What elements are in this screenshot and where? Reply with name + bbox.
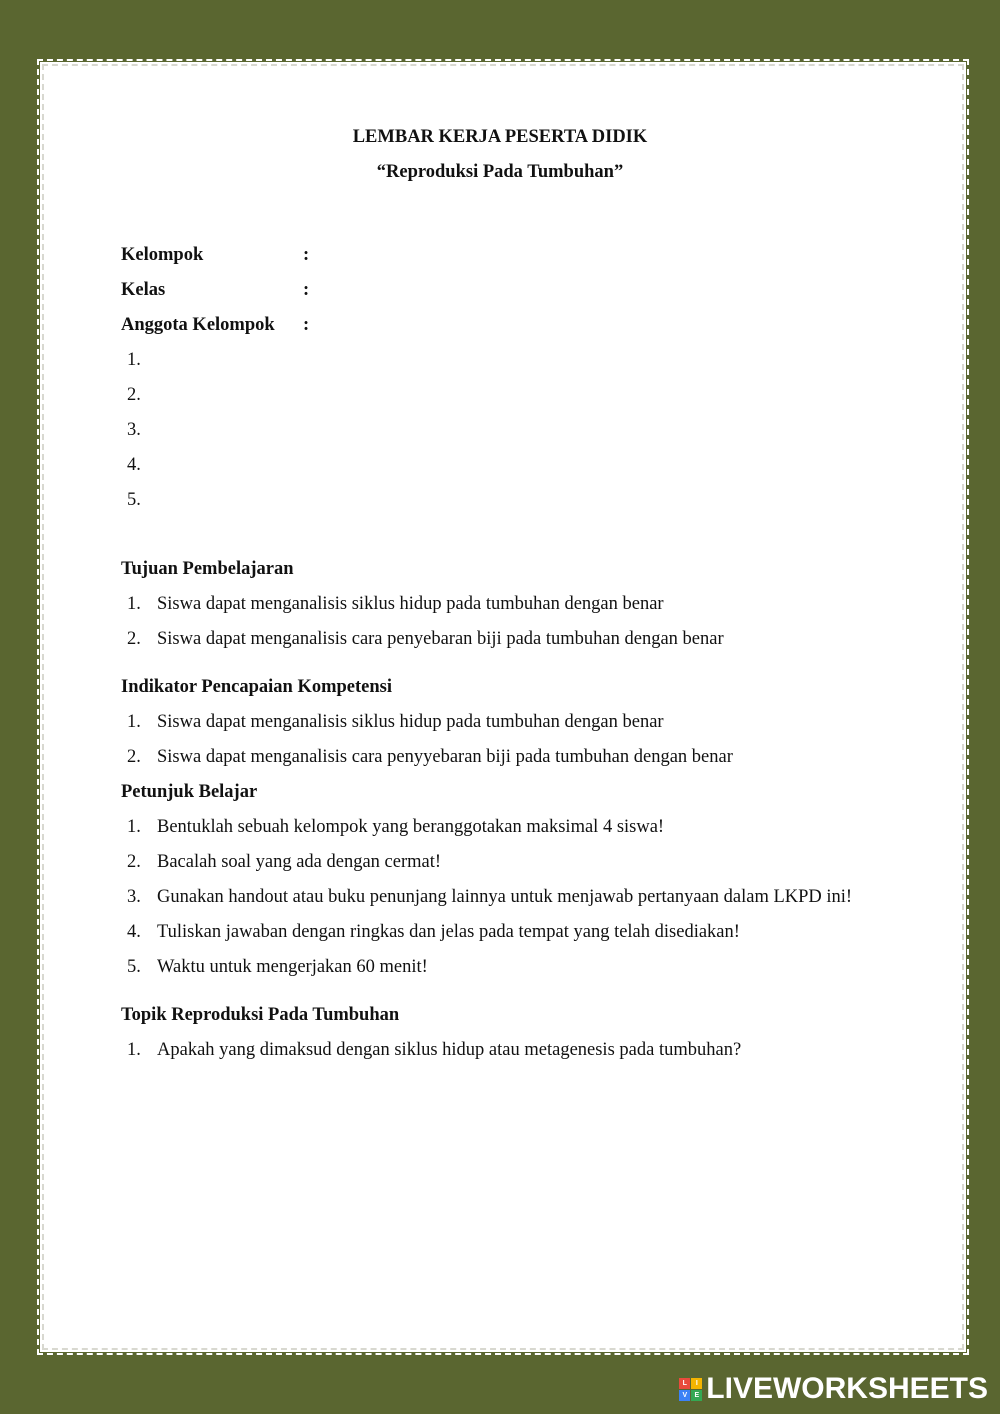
list-item — [121, 845, 901, 880]
objectives-heading: Tujuan Pembelajaran — [121, 559, 294, 579]
item-number: 3. — [127, 887, 141, 907]
member-number: 2. — [127, 385, 141, 405]
worksheet-title: LEMBAR KERJA PESERTA DIDIK — [352, 127, 648, 147]
members-row — [121, 308, 901, 343]
logo-icon — [679, 1378, 702, 1401]
item-text: Gunakan handout atau buku penunjang lainnya untuk menjawab pertanyaan dalam LKPD ini! — [157, 887, 853, 907]
list-item — [121, 810, 901, 845]
list-item — [121, 880, 901, 915]
member-number: 4. — [127, 455, 141, 475]
item-number: 2. — [127, 852, 141, 872]
list-item — [121, 740, 901, 775]
item-number: 2. — [127, 747, 141, 767]
list-item — [121, 587, 901, 622]
class-row — [121, 273, 901, 308]
list-item — [121, 448, 901, 483]
list-item — [121, 483, 901, 518]
instructions-heading: Petunjuk Belajar — [121, 782, 258, 802]
logo-letter-i: I — [691, 1378, 702, 1389]
item-number: 1. — [127, 712, 141, 732]
item-text: Bacalah soal yang ada dengan cermat! — [157, 852, 442, 872]
item-text: Siswa dapat menganalisis cara penyebaran biji pada tumbuhan dengan benar — [157, 629, 724, 649]
question-text: Apakah yang dimaksud dengan siklus hidup atau metagenesis pada tumbuhan? — [157, 1040, 742, 1060]
item-text: Siswa dapat menganalisis siklus hidup pada tumbuhan dengan benar — [157, 712, 664, 732]
logo-letter-l: L — [679, 1378, 690, 1389]
item-text: Siswa dapat menganalisis cara penyyebaran biji pada tumbuhan dengan benar — [157, 747, 733, 767]
worksheet-content — [121, 120, 901, 1068]
topic-list — [121, 1033, 901, 1068]
class-label: Kelas — [121, 280, 166, 300]
worksheet-page — [40, 62, 966, 1352]
indicators-heading: Indikator Pencapaian Kompetensi — [121, 677, 393, 697]
group-colon: : — [303, 245, 310, 265]
list-item — [121, 343, 901, 378]
members-colon: : — [303, 315, 310, 335]
item-number: 4. — [127, 922, 141, 942]
item-number: 1. — [127, 594, 141, 614]
list-item — [121, 378, 901, 413]
liveworksheets-logo — [679, 1372, 988, 1406]
logo-text: LIVEWORKSHEETS — [706, 1372, 988, 1405]
list-item — [121, 622, 901, 657]
member-number: 3. — [127, 420, 141, 440]
list-item — [121, 950, 901, 985]
instructions-list — [121, 810, 901, 985]
list-item — [121, 413, 901, 448]
item-text: Waktu untuk mengerjakan 60 menit! — [157, 957, 428, 977]
item-number: 1. — [127, 1040, 141, 1060]
worksheet-subtitle: “Reproduksi Pada Tumbuhan” — [376, 162, 624, 182]
objectives-list — [121, 587, 901, 657]
topic-heading: Topik Reproduksi Pada Tumbuhan — [121, 1005, 400, 1025]
item-text: Siswa dapat menganalisis siklus hidup pada tumbuhan dengan benar — [157, 594, 664, 614]
member-number: 5. — [127, 490, 141, 510]
logo-letter-e: E — [691, 1390, 702, 1401]
logo-letter-v: V — [679, 1390, 690, 1401]
group-label: Kelompok — [121, 245, 204, 265]
item-number: 1. — [127, 817, 141, 837]
item-number: 2. — [127, 629, 141, 649]
class-colon: : — [303, 280, 310, 300]
members-list — [121, 343, 901, 518]
indicators-list — [121, 705, 901, 775]
members-label: Anggota Kelompok — [121, 315, 275, 335]
list-item — [121, 1033, 901, 1068]
item-text: Tuliskan jawaban dengan ringkas dan jelas pada tempat yang telah disediakan! — [157, 922, 740, 942]
list-item — [121, 705, 901, 740]
item-text: Bentuklah sebuah kelompok yang beranggotakan maksimal 4 siswa! — [157, 817, 665, 837]
item-number: 5. — [127, 957, 141, 977]
list-item — [121, 915, 901, 950]
member-number: 1. — [127, 350, 141, 370]
group-row — [121, 238, 901, 273]
